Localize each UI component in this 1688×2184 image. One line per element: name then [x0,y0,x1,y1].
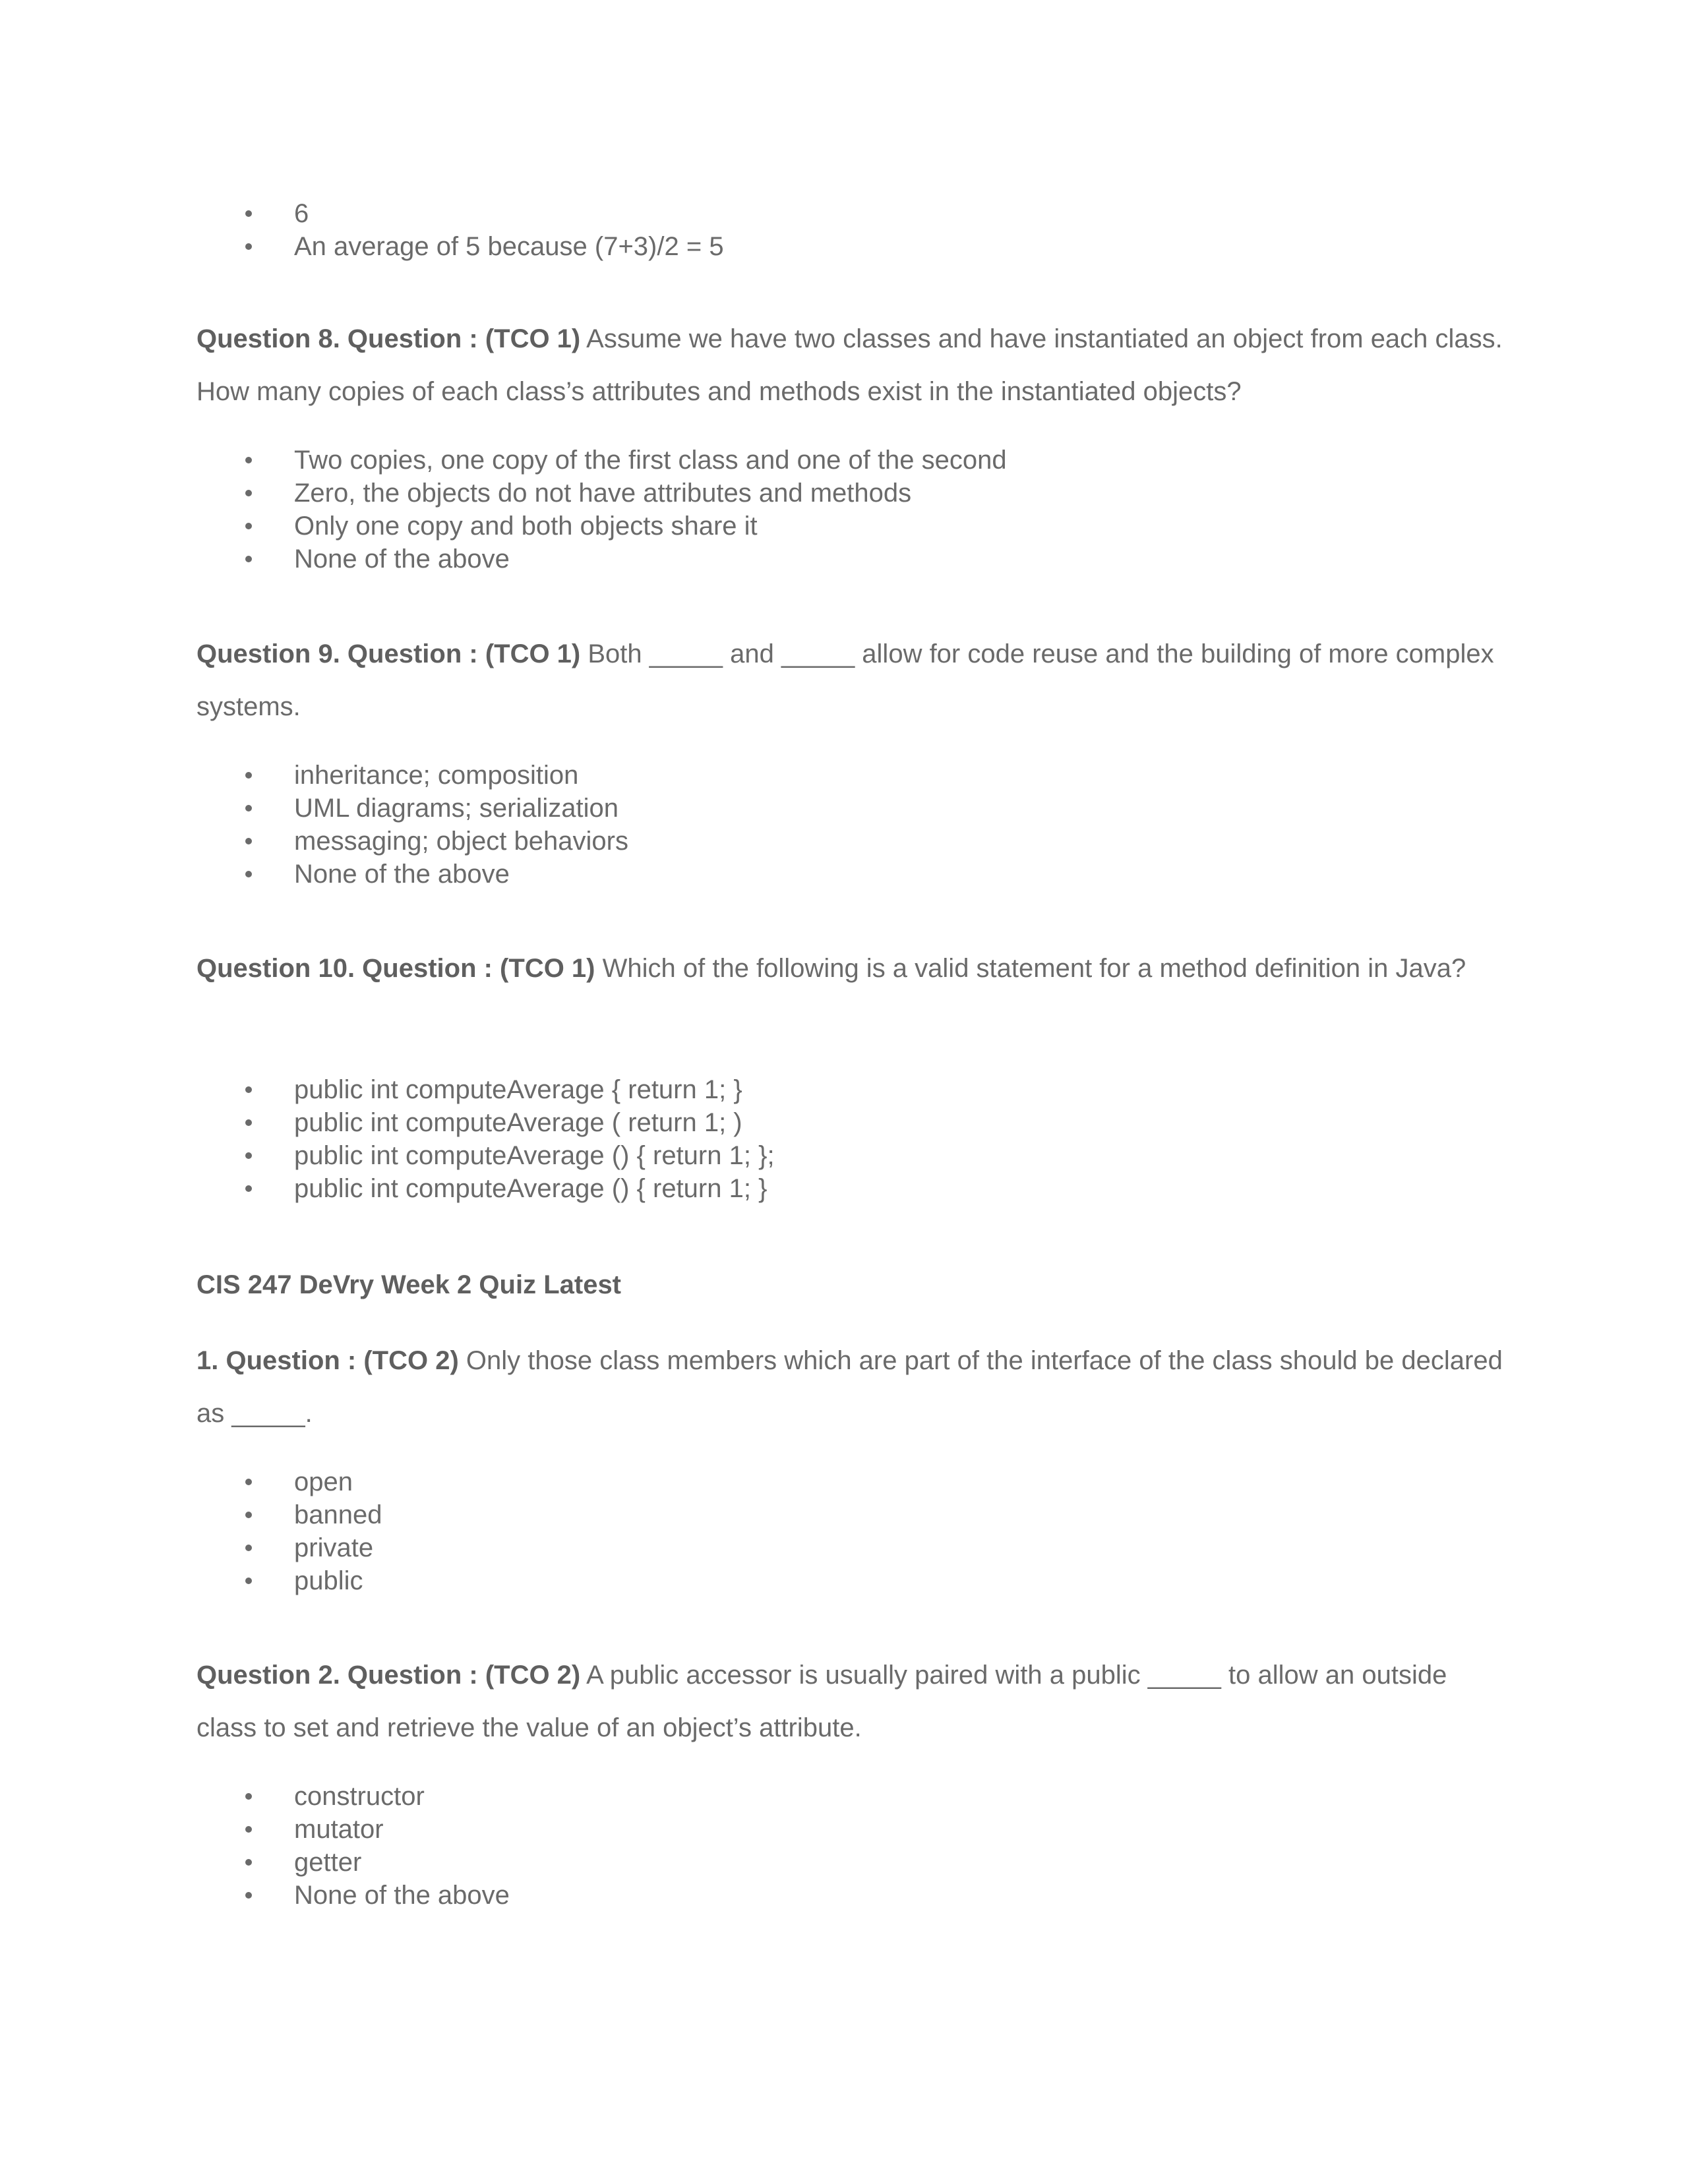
list-item: An average of 5 because (7+3)/2 = 5 [245,230,724,263]
prev-question-options [245,197,724,263]
list-item: constructor [245,1780,510,1813]
list-item: UML diagrams; serialization [245,792,628,825]
list-item: public [245,1564,382,1597]
week2-question-2-options [245,1780,510,1912]
list-item: Two copies, one copy of the first class and one of the second [245,444,1007,477]
list-item: inheritance; composition [245,759,628,792]
list-item: getter [245,1846,510,1879]
list-item: messaging; object behaviors [245,825,628,858]
question-label: 1. Question : (TCO 2) [196,1346,459,1375]
list-item: banned [245,1498,382,1531]
list-item: public int computeAverage { return 1; } [245,1073,775,1106]
question-10-options [245,1073,775,1205]
list-item: mutator [245,1813,510,1846]
list-item: None of the above [245,543,1007,576]
question-label: Question 2. Question : (TCO 2) [196,1661,581,1690]
list-item: public int computeAverage ( return 1; ) [245,1106,775,1139]
question-label: Question 10. Question : (TCO 1) [196,954,595,983]
list-item: private [245,1531,382,1564]
list-item: None of the above [245,1879,510,1912]
question-text: Assume we have two classes and have instantiated an object from each class. How many copies of each class’s attributes and methods exist in the instantiated objects? [196,324,1503,406]
week2-question-1 [196,1334,1509,1440]
section-heading: CIS 247 DeVry Week 2 Quiz Latest [196,1270,622,1299]
question-8-options [245,444,1007,576]
question-text: Both _____ and _____ allow for code reuse and the building of more complex systems. [196,639,1494,721]
list-item: None of the above [245,858,628,891]
week2-question-1-options [245,1465,382,1597]
question-8 [196,312,1509,418]
list-item: open [245,1465,382,1498]
list-item: public int computeAverage () { return 1; }; [245,1139,775,1172]
list-item: Zero, the objects do not have attributes and methods [245,477,1007,510]
list-item: public int computeAverage () { return 1; } [245,1172,775,1205]
list-item: 6 [245,197,724,230]
list-item: Only one copy and both objects share it [245,510,1007,543]
question-label: Question 8. Question : (TCO 1) [196,324,581,353]
question-text: Which of the following is a valid statement for a method definition in Java? [595,954,1466,983]
question-text: Only those class members which are part of the interface of the class should be declared as _____. [196,1346,1503,1428]
week2-question-2 [196,1649,1509,1754]
question-text: A public accessor is usually paired with a public _____ to allow an outside class to set and retrieve the value of an object’s attribute. [196,1661,1447,1742]
question-9-options [245,759,628,891]
question-label: Question 9. Question : (TCO 1) [196,639,581,668]
question-9 [196,628,1509,733]
question-10 [196,942,1509,995]
